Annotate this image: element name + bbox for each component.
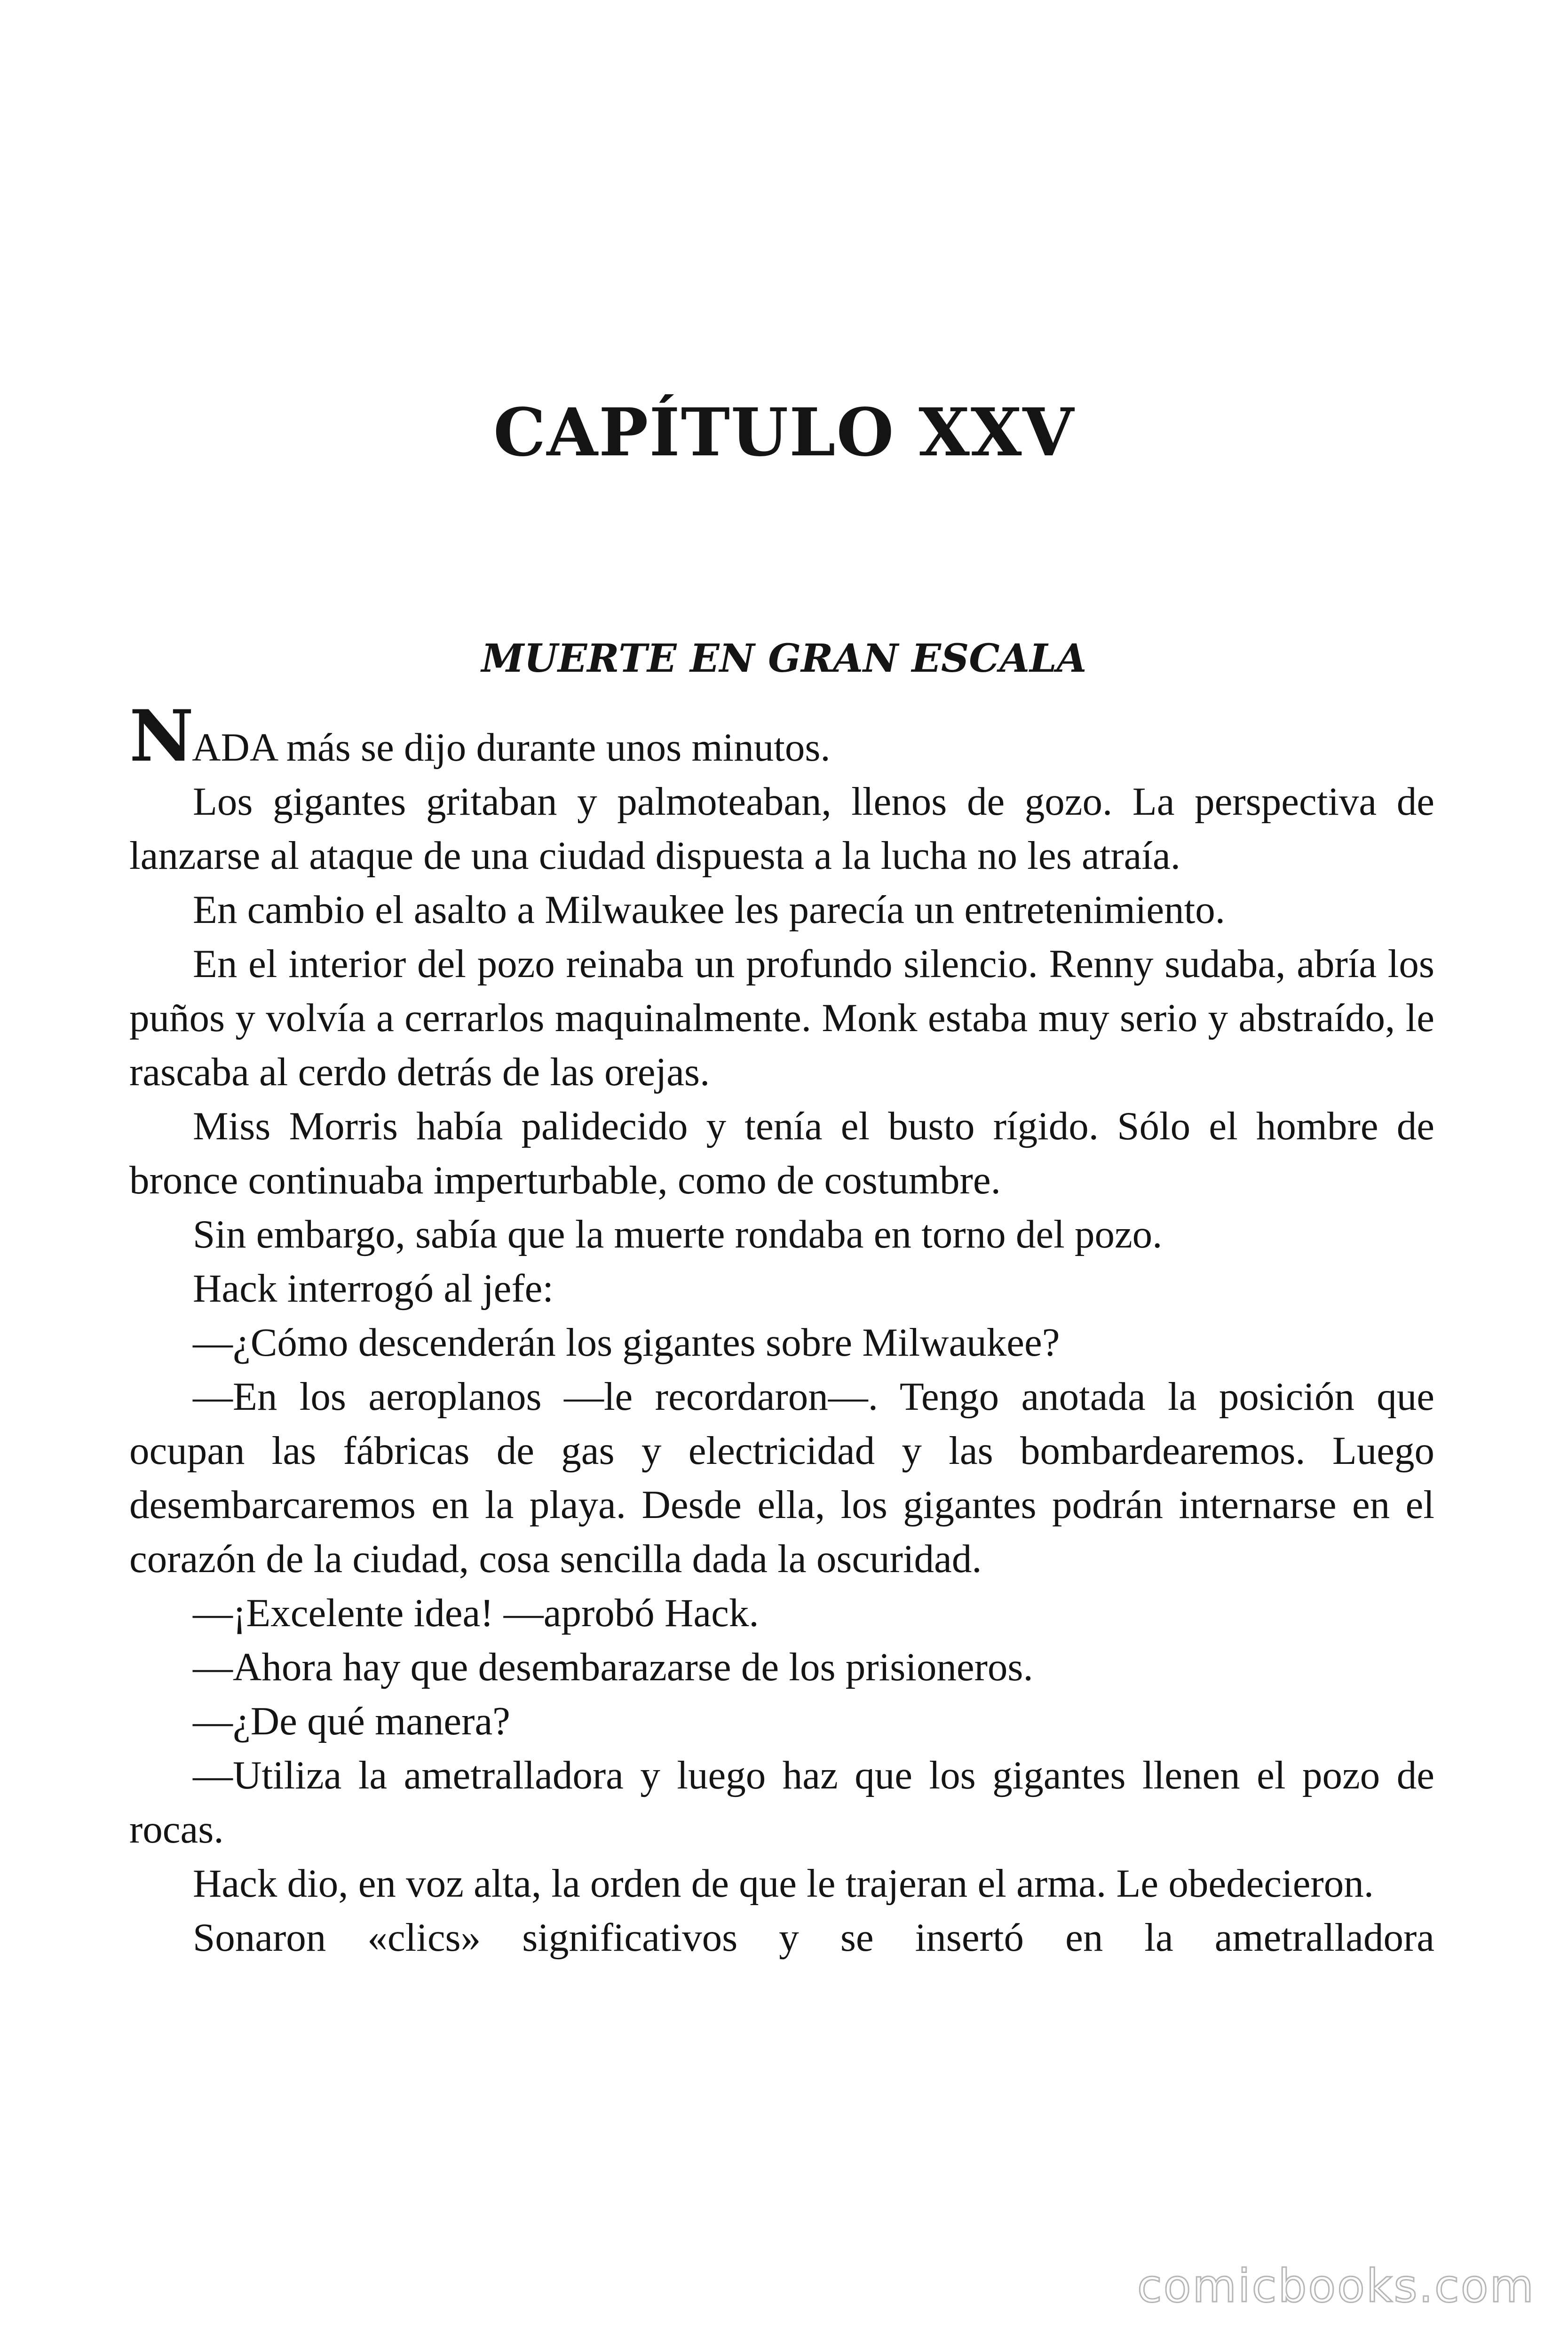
paragraph: —Utiliza la ametralladora y luego haz que los gigantes llenen el pozo de rocas. bbox=[129, 1753, 1434, 1851]
chapter-subtitle: MUERTE EN GRAN ESCALA bbox=[481, 636, 1087, 681]
paragraph: Hack interrogó al jefe: bbox=[193, 1266, 554, 1311]
paragraph-first bbox=[129, 695, 1434, 778]
chapter-title: CAPÍTULO XXV bbox=[493, 394, 1075, 471]
paragraph-last: Sonaron «clics» significativos y se insertó en la ametralladora bbox=[193, 1915, 1434, 1960]
paragraph: —En los aeroplanos —le recordaron—. Tengo anotada la posición que ocupan las fábricas de gas y electricidad y las bombardearemos. Luego desembarcaremos en la playa. Desde ella, los gigantes podrán internarse en el corazón de la ciudad, cosa sencilla dada la oscuridad. bbox=[129, 1375, 1434, 1581]
paragraph: —¿Cómo descenderán los gigantes sobre Milwaukee? bbox=[193, 1320, 1060, 1365]
paragraph: Los gigantes gritaban y palmoteaban, llenos de gozo. La perspectiva de lanzarse al ataque de una ciudad dispuesta a la lucha no les atraía. bbox=[129, 779, 1434, 878]
paragraph: En cambio el asalto a Milwaukee les parecía un entretenimiento. bbox=[193, 888, 1225, 932]
paragraph: En el interior del pozo reinaba un profundo silencio. Renny sudaba, abría los puños y volvía a cerrarlos maquinalmente. Monk estaba muy serio y abstraído, le rascaba al cerdo detrás de las orejas. bbox=[129, 942, 1434, 1094]
drop-cap: N bbox=[129, 695, 192, 778]
paragraph: Sin embargo, sabía que la muerte rondaba en torno del pozo. bbox=[193, 1212, 1163, 1256]
paragraph: —Ahora hay que desembarazarse de los prisioneros. bbox=[193, 1645, 1033, 1689]
chapter-body bbox=[129, 695, 1434, 1965]
paragraph: Miss Morris había palidecido y tenía el busto rígido. Sólo el hombre de bronce continuaba imperturbable, como de costumbre. bbox=[129, 1104, 1434, 1202]
first-paragraph-text: ADA más se dijo durante unos minutos. bbox=[192, 725, 831, 770]
paragraph: Hack dio, en voz alta, la orden de que le trajeran el arma. Le obedecieron. bbox=[193, 1861, 1374, 1906]
paragraph: —¿De qué manera? bbox=[193, 1699, 510, 1743]
watermark: comicbooks.com bbox=[1137, 2260, 1535, 2312]
paragraph: —¡Excelente idea! —aprobó Hack. bbox=[193, 1591, 759, 1635]
